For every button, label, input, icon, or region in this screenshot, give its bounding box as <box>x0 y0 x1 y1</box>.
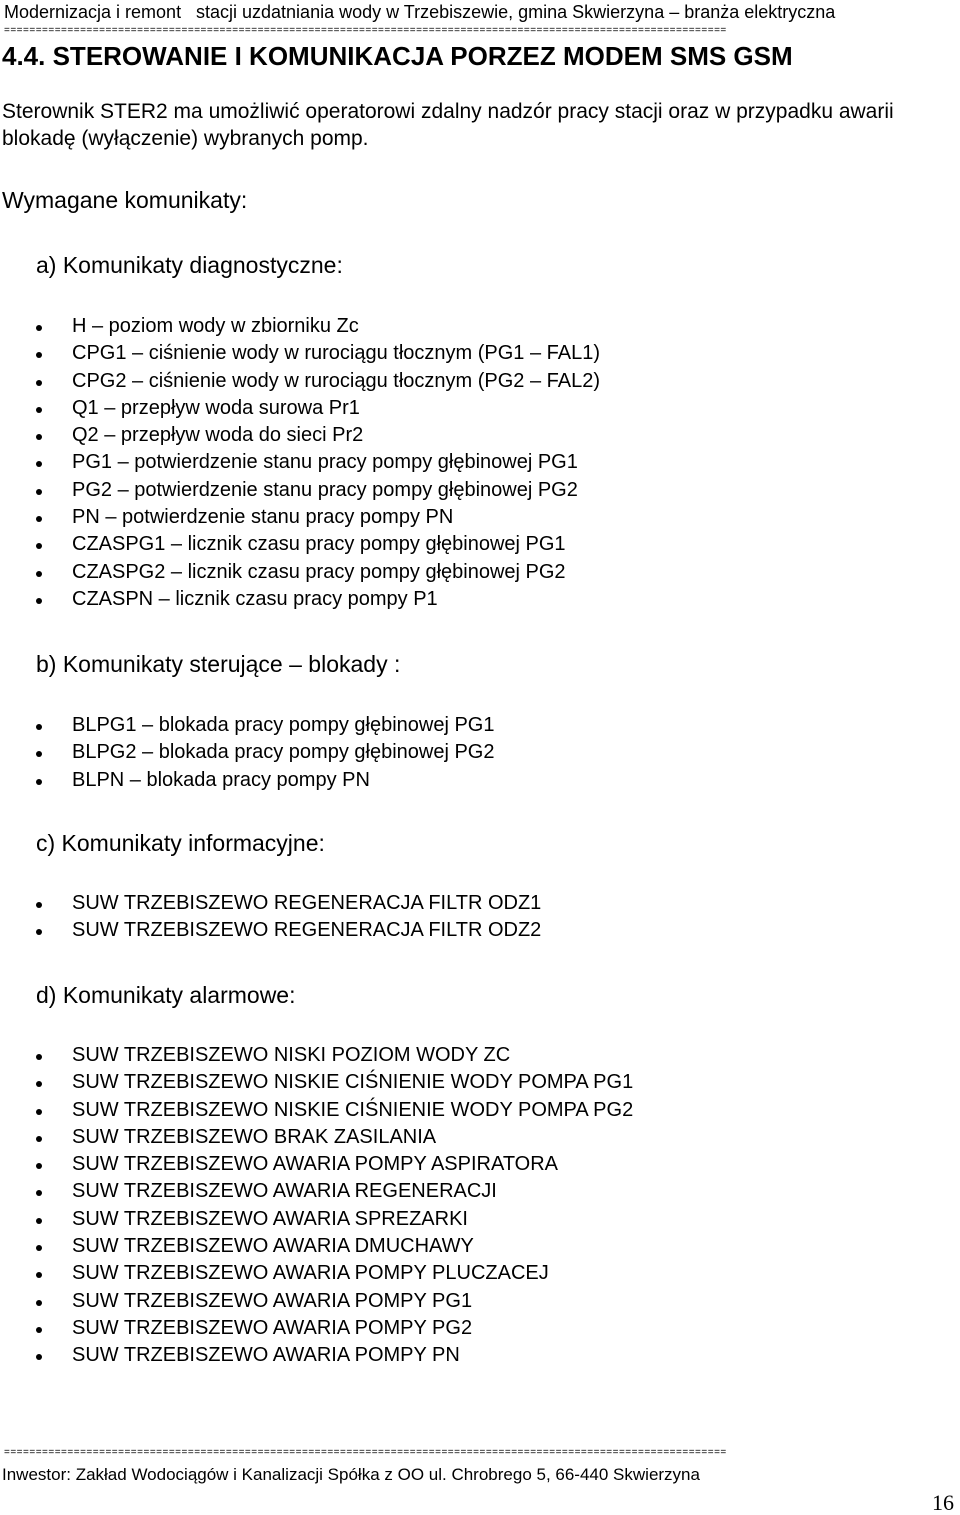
bullet-icon <box>36 1109 42 1115</box>
list-item: SUW TRZEBISZEWO AWARIA POMPY ASPIRATORA <box>0 1151 633 1178</box>
bullet-icon <box>36 1190 42 1196</box>
list-item: SUW TRZEBISZEWO NISKIE CIŚNIENIE WODY POMPA PG2 <box>0 1097 633 1124</box>
bullet-icon <box>36 543 42 549</box>
bullet-icon <box>36 407 42 413</box>
bullet-icon <box>36 352 42 358</box>
footer-rule: ================================================================================================================== <box>4 1448 727 1458</box>
bullet-icon <box>36 1245 42 1251</box>
list-item: SUW TRZEBISZEWO AWARIA SPREZARKI <box>0 1206 633 1233</box>
list-item: PG1 – potwierdzenie stanu pracy pompy głębinowej PG1 <box>0 449 600 476</box>
list-item: SUW TRZEBISZEWO AWARIA REGENERACJI <box>0 1178 633 1205</box>
bullet-icon <box>36 598 42 604</box>
bullet-icon <box>36 1163 42 1169</box>
list-item: SUW TRZEBISZEWO AWARIA POMPY PLUCZACEJ <box>0 1260 633 1287</box>
list-item: PG2 – potwierdzenie stanu pracy pompy głębinowej PG2 <box>0 477 600 504</box>
group-d-heading: d) Komunikaty alarmowe: <box>36 982 296 1008</box>
list-item: CZASPG1 – licznik czasu pracy pompy głębinowej PG1 <box>0 531 600 558</box>
bullet-icon <box>36 1272 42 1278</box>
group-c-heading: c) Komunikaty informacyjne: <box>36 830 325 856</box>
list-item: SUW TRZEBISZEWO NISKI POZIOM WODY ZC <box>0 1042 633 1069</box>
group-c-list <box>0 890 541 945</box>
bullet-icon <box>36 902 42 908</box>
group-b-list <box>0 712 494 794</box>
bullet-icon <box>36 489 42 495</box>
bullet-icon <box>36 1054 42 1060</box>
bullet-icon <box>36 929 42 935</box>
bullet-icon <box>36 571 42 577</box>
list-item: SUW TRZEBISZEWO AWARIA POMPY PN <box>0 1342 633 1369</box>
bullet-icon <box>36 1136 42 1142</box>
list-item: Q1 – przepływ woda surowa Pr1 <box>0 395 600 422</box>
list-item: Q2 – przepływ woda do sieci Pr2 <box>0 422 600 449</box>
footer-text: Inwestor: Zakład Wodociągów i Kanalizacji Spółka z OO ul. Chrobrego 5, 66-440 Skwierzyna <box>2 1465 700 1484</box>
bullet-icon <box>36 325 42 331</box>
bullet-icon <box>36 1300 42 1306</box>
bullet-icon <box>36 724 42 730</box>
bullet-icon <box>36 1354 42 1360</box>
group-b-heading: b) Komunikaty sterujące – blokady : <box>36 651 401 677</box>
group-d-list <box>0 1042 633 1370</box>
bullet-icon <box>36 516 42 522</box>
page-number: 16 <box>932 1490 954 1515</box>
bullet-icon <box>36 1081 42 1087</box>
list-item: H – poziom wody w zbiorniku Zc <box>0 313 600 340</box>
intro-paragraph: Sterownik STER2 ma umożliwić operatorowi zdalny nadzór pracy stacji oraz w przypadku awarii blokadę (wyłączenie) wybranych pomp. <box>2 100 894 150</box>
list-item: SUW TRZEBISZEWO REGENERACJA FILTR ODZ1 <box>0 890 541 917</box>
list-item: SUW TRZEBISZEWO NISKIE CIŚNIENIE WODY POMPA PG1 <box>0 1069 633 1096</box>
bullet-icon <box>36 380 42 386</box>
list-item: BLPN – blokada pracy pompy PN <box>0 767 494 794</box>
list-item: CZASPG2 – licznik czasu pracy pompy głębinowej PG2 <box>0 559 600 586</box>
list-item: BLPG2 – blokada pracy pompy głębinowej PG2 <box>0 739 494 766</box>
group-a-list <box>0 313 600 613</box>
bullet-icon <box>36 1327 42 1333</box>
list-item: CPG2 – ciśnienie wody w rurociągu tłocznym (PG2 – FAL2) <box>0 368 600 395</box>
list-item: SUW TRZEBISZEWO REGENERACJA FILTR ODZ2 <box>0 917 541 944</box>
list-item: SUW TRZEBISZEWO AWARIA POMPY PG1 <box>0 1288 633 1315</box>
bullet-icon <box>36 434 42 440</box>
required-messages-heading: Wymagane komunikaty: <box>2 187 248 213</box>
list-item: SUW TRZEBISZEWO BRAK ZASILANIA <box>0 1124 633 1151</box>
list-item: PN – potwierdzenie stanu pracy pompy PN <box>0 504 600 531</box>
bullet-icon <box>36 461 42 467</box>
group-a-heading: a) Komunikaty diagnostyczne: <box>36 252 343 278</box>
bullet-icon <box>36 751 42 757</box>
bullet-icon <box>36 779 42 785</box>
list-item: BLPG1 – blokada pracy pompy głębinowej PG1 <box>0 712 494 739</box>
list-item: SUW TRZEBISZEWO AWARIA DMUCHAWY <box>0 1233 633 1260</box>
list-item: CPG1 – ciśnienie wody w rurociągu tłocznym (PG1 – FAL1) <box>0 340 600 367</box>
bullet-icon <box>36 1218 42 1224</box>
section-title: 4.4. STEROWANIE I KOMUNIKACJA PORZEZ MODEM SMS GSM <box>2 41 793 71</box>
header-rule: ================================================================================================================== <box>4 26 727 36</box>
list-item: CZASPN – licznik czasu pracy pompy P1 <box>0 586 600 613</box>
header-left: Modernizacja i remont <box>4 2 182 22</box>
header-right: stacji uzdatniania wody w Trzebiszewie, gmina Skwierzyna – branża elektryczna <box>196 2 836 22</box>
list-item: SUW TRZEBISZEWO AWARIA POMPY PG2 <box>0 1315 633 1342</box>
